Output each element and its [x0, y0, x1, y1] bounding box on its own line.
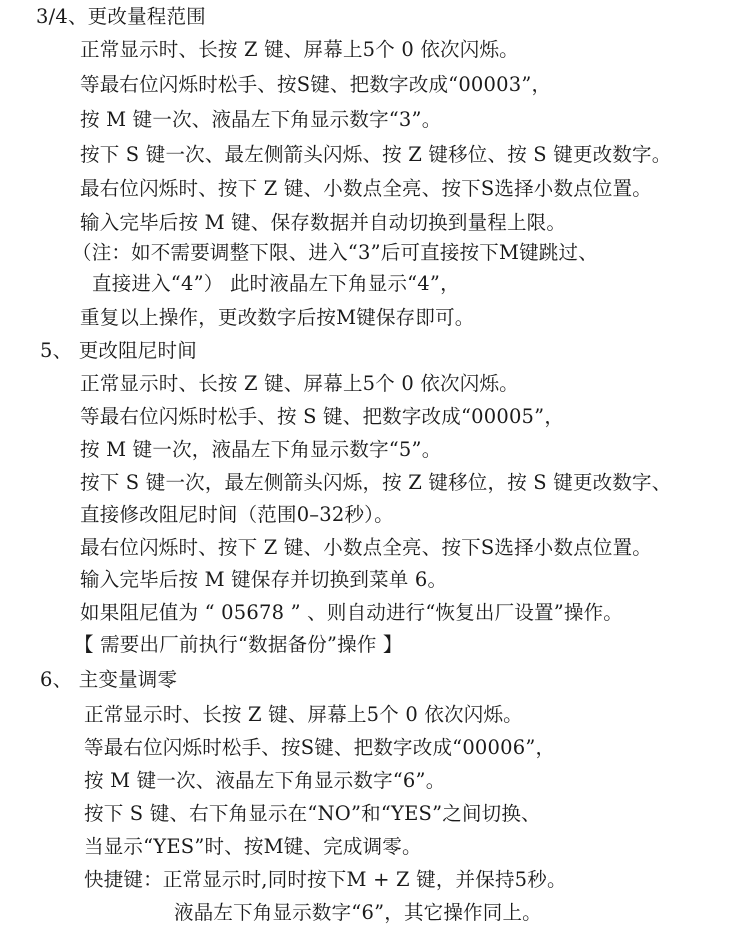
text-line: 【 需要出厂前执行“数据备份”操作 】 [74, 633, 403, 656]
text-line: 输入完毕后按 M 键保存并切换到菜单 6。 [80, 568, 448, 591]
text-line: 快捷键：正常显示时,同时按下M + Z 键，并保持5秒。 [84, 868, 567, 891]
text-line: 如果阻尼值为 “ 05678 ” 、则自动进行“恢复出厂设置”操作。 [80, 601, 624, 624]
text-line: 正常显示时、长按 Z 键、屏幕上5个 0 依次闪烁。 [80, 372, 519, 395]
text-line: 等最右位闪烁时松手、按 S 键、把数字改成“00005”， [80, 405, 565, 428]
text-line: 正常显示时、长按 Z 键、屏幕上5个 0 依次闪烁。 [84, 703, 523, 726]
note-line: 直接进入“4”） 此时液晶左下角显示“4”， [92, 272, 460, 295]
section-heading-range: 3/4、更改量程范围 [36, 5, 206, 28]
text-line: 按 M 键一次、液晶左下角显示数字“3”。 [80, 108, 442, 131]
text-line: 最右位闪烁时、按下 Z 键、小数点全亮、按下S选择小数点位置。 [80, 177, 653, 200]
text-line: 按 M 键一次，液晶左下角显示数字“5”。 [80, 438, 442, 461]
text-line: 按下 S 键、右下角显示在“NO”和“YES”之间切换、 [84, 802, 541, 825]
text-line: 输入完毕后按 M 键、保存数据并自动切换到量程上限。 [80, 211, 567, 234]
text-line: 最右位闪烁时、按下 Z 键、小数点全亮、按下S选择小数点位置。 [80, 536, 653, 559]
note-line: （注：如不需要调整下限、进入“3”后可直接按下M键跳过、 [72, 241, 598, 264]
section-heading-zero: 6、 主变量调零 [40, 668, 178, 691]
text-line: 重复以上操作，更改数字后按M键保存即可。 [80, 306, 475, 329]
text-line: 按下 S 键一次、最左侧箭头闪烁、按 Z 键移位、按 S 键更改数字。 [80, 143, 672, 166]
text-line: 等最右位闪烁时松手、按S键、把数字改成“00006”， [84, 736, 556, 759]
text-line: 当显示“YES”时、按M键、完成调零。 [84, 835, 422, 858]
text-line: 正常显示时、长按 Z 键、屏幕上5个 0 依次闪烁。 [80, 38, 519, 61]
text-line: 直接修改阻尼时间（范围0–32秒）。 [80, 503, 394, 526]
text-line: 液晶左下角显示数字“6”，其它操作同上。 [174, 901, 542, 924]
text-line: 按下 S 键一次，最左侧箭头闪烁，按 Z 键移位，按 S 键更改数字、 [80, 471, 672, 494]
section-heading-damping: 5、 更改阻尼时间 [40, 339, 197, 362]
text-line: 等最右位闪烁时松手、按S键、把数字改成“00003”， [80, 73, 552, 96]
text-line: 按 M 键一次、液晶左下角显示数字“6”。 [84, 769, 446, 792]
